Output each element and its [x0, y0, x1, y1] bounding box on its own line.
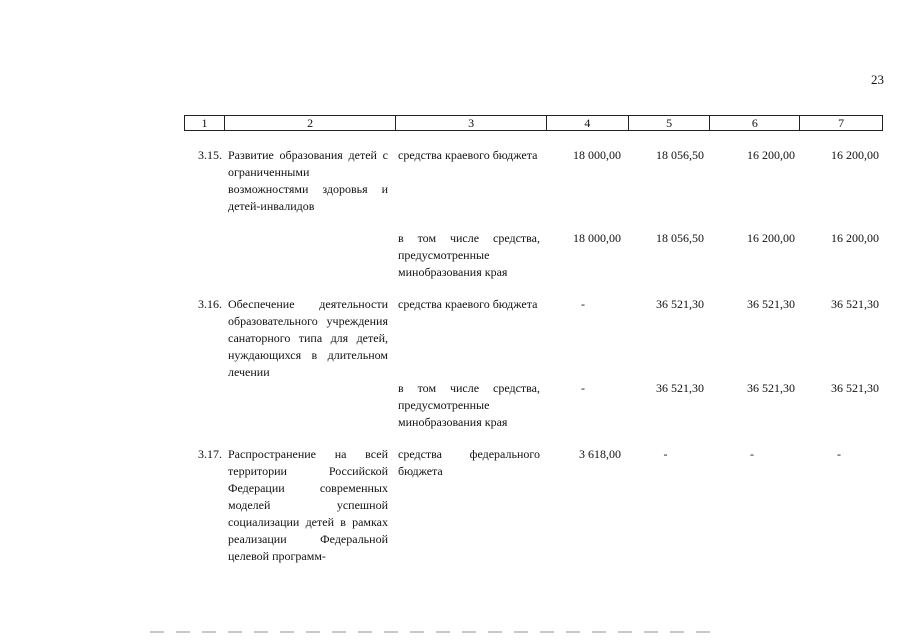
header-cell: 1 [201, 116, 208, 130]
funding-source: средства краевого бюджета [398, 148, 538, 162]
value-col5: - [663, 447, 668, 461]
row-name: Обеспечение деятельности образовательного учреждения санаторного типа для детей, нуждающихся в длительном лечении [228, 297, 388, 379]
header-cell: 7 [799, 116, 882, 130]
value-col6: 16 200,00 [747, 148, 795, 162]
row-number: 3.16. [198, 297, 222, 311]
value-col7: 16 200,00 [831, 231, 879, 245]
value-col5: 36 521,30 [656, 381, 704, 395]
value-col4: 18 000,00 [573, 148, 621, 162]
funding-source: в том числе средства, предусмотренные минобразования края [398, 381, 540, 429]
header-cell: 5 [628, 116, 710, 130]
value-col5: 36 521,30 [656, 297, 704, 311]
value-col7: 36 521,30 [831, 297, 879, 311]
page-number: 23 [871, 72, 884, 87]
funding-source: в том числе средства, предусмотренные минобразования края [398, 231, 540, 279]
header-cell: 2 [224, 116, 396, 130]
value-col4: 3 618,00 [579, 447, 621, 461]
value-col6: 36 521,30 [747, 381, 795, 395]
row-name: Развитие образования детей с ограниченными возможностями здоровья и детей-инвалидов [228, 148, 388, 213]
value-col7: - [837, 447, 841, 461]
value-col4: 18 000,00 [573, 231, 621, 245]
value-col7: 16 200,00 [831, 148, 879, 162]
table-header-row [184, 115, 883, 131]
funding-source: средства федерального бюджета [398, 447, 540, 478]
row-name: Распространение на всей территории Российской Федерации современных моделей успешной социализации детей в рамках реализации Федеральной целевой программ- [228, 447, 388, 563]
value-col5: 18 056,50 [656, 148, 704, 162]
header-cell: 6 [709, 116, 799, 130]
value-col4: - [581, 381, 585, 395]
value-col4: - [581, 297, 585, 311]
row-number: 3.15. [198, 148, 222, 162]
row-number: 3.17. [198, 447, 222, 461]
scan-artifact-line [150, 631, 710, 633]
header-cell: 3 [395, 116, 546, 130]
funding-source: средства краевого бюджета [398, 297, 538, 311]
value-col7: 36 521,30 [831, 381, 879, 395]
value-col6: 16 200,00 [747, 231, 795, 245]
header-cell: 4 [546, 116, 628, 130]
value-col6: - [750, 447, 754, 461]
value-col5: 18 056,50 [656, 231, 704, 245]
value-col6: 36 521,30 [747, 297, 795, 311]
